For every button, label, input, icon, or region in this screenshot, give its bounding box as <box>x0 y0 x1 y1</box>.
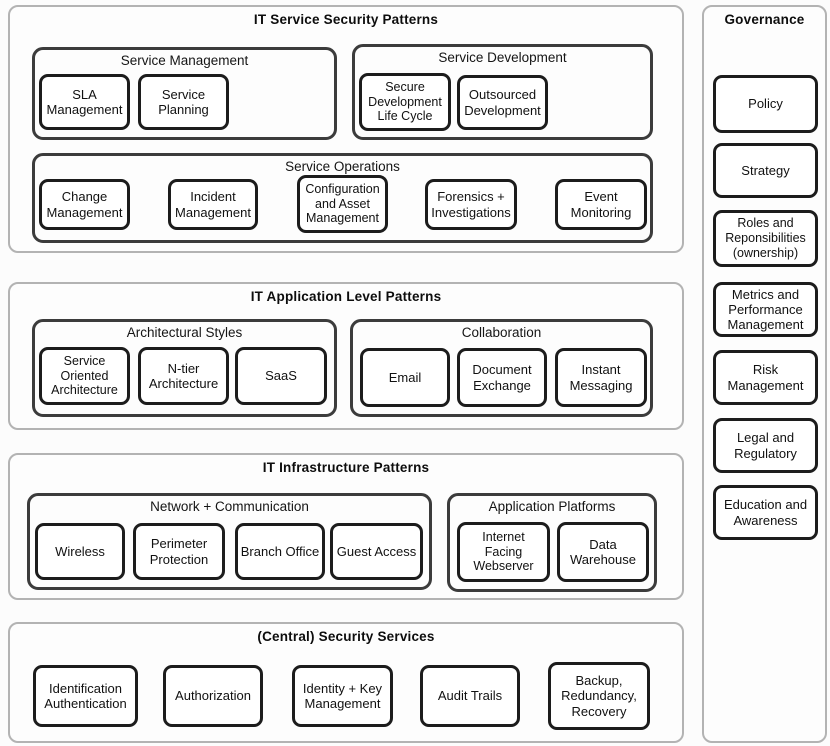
box-change-management: Change Management <box>39 179 130 230</box>
box-identity-key-management: Identity + Key Management <box>292 665 393 727</box>
section-governance <box>702 5 827 743</box>
group-application-platforms <box>447 493 657 592</box>
group-service-management <box>32 47 337 140</box>
group-title-architectural-styles: Architectural Styles <box>126 325 243 340</box>
box-email: Email <box>360 348 450 407</box>
box-roles-and-responsibilities: Roles and Reponsibilities (ownership) <box>713 210 818 267</box>
box-event-monitoring: Event Monitoring <box>555 179 647 230</box>
box-identification-authentication: Identification Authentication <box>33 665 138 727</box>
box-audit-trails: Audit Trails <box>420 665 520 727</box>
box-service-oriented-architecture: Service Oriented Architecture <box>39 347 130 405</box>
box-document-exchange: Document Exchange <box>457 348 547 407</box>
group-title-application-platforms: Application Platforms <box>488 499 616 514</box>
group-title-service-management: Service Management <box>120 53 249 68</box>
box-education-and-awareness: Education and Awareness <box>713 485 818 540</box>
box-guest-access: Guest Access <box>330 523 423 580</box>
box-data-warehouse: Data Warehouse <box>557 522 649 582</box>
box-sla-management: SLA Management <box>39 74 130 130</box>
section-title-infrastructure-patterns: IT Infrastructure Patterns <box>262 460 430 475</box>
group-network-communication <box>27 493 432 590</box>
box-n-tier-architecture: N-tier Architecture <box>138 347 229 405</box>
section-it-application-level-patterns <box>8 282 684 430</box>
box-backup-redundancy-recovery: Backup, Redundancy, Recovery <box>548 662 650 730</box>
box-outsourced-development: Outsourced Development <box>457 75 548 130</box>
group-collaboration <box>350 319 653 417</box>
box-metrics-performance-management: Metrics and Performance Management <box>713 282 818 337</box>
group-service-operations <box>32 153 653 243</box>
section-it-service-security-patterns <box>8 5 684 253</box>
box-forensics-investigations: Forensics + Investigations <box>425 179 517 230</box>
box-instant-messaging: Instant Messaging <box>555 348 647 407</box>
group-service-development <box>352 44 653 140</box>
box-legal-and-regulatory: Legal and Regulatory <box>713 418 818 473</box>
box-wireless: Wireless <box>35 523 125 580</box>
section-title-service-patterns: IT Service Security Patterns <box>253 12 439 27</box>
box-policy: Policy <box>713 75 818 133</box>
box-service-planning: Service Planning <box>138 74 229 130</box>
box-internet-facing-webserver: Internet Facing Webserver <box>457 522 550 582</box>
box-risk-management: Risk Management <box>713 350 818 405</box>
box-secure-development-life-cycle: Secure Development Life Cycle <box>359 73 451 131</box>
box-incident-management: Incident Management <box>168 179 258 230</box>
box-saas: SaaS <box>235 347 327 405</box>
section-title-central-security-services: (Central) Security Services <box>257 629 435 644</box>
box-strategy: Strategy <box>713 143 818 198</box>
group-title-collaboration: Collaboration <box>461 325 542 340</box>
box-branch-office: Branch Office <box>235 523 325 580</box>
section-central-security-services <box>8 622 684 743</box>
section-title-application-patterns: IT Application Level Patterns <box>250 289 442 304</box>
section-it-infrastructure-patterns <box>8 453 684 600</box>
box-configuration-asset-management: Configuration and Asset Management <box>297 175 388 233</box>
group-title-service-development: Service Development <box>438 50 567 65</box>
box-perimeter-protection: Perimeter Protection <box>133 523 225 580</box>
group-title-network-communication: Network + Communication <box>150 499 309 514</box>
group-architectural-styles <box>32 319 337 417</box>
group-title-service-operations: Service Operations <box>285 159 400 174</box>
box-authorization: Authorization <box>163 665 263 727</box>
section-title-governance: Governance <box>724 12 805 27</box>
